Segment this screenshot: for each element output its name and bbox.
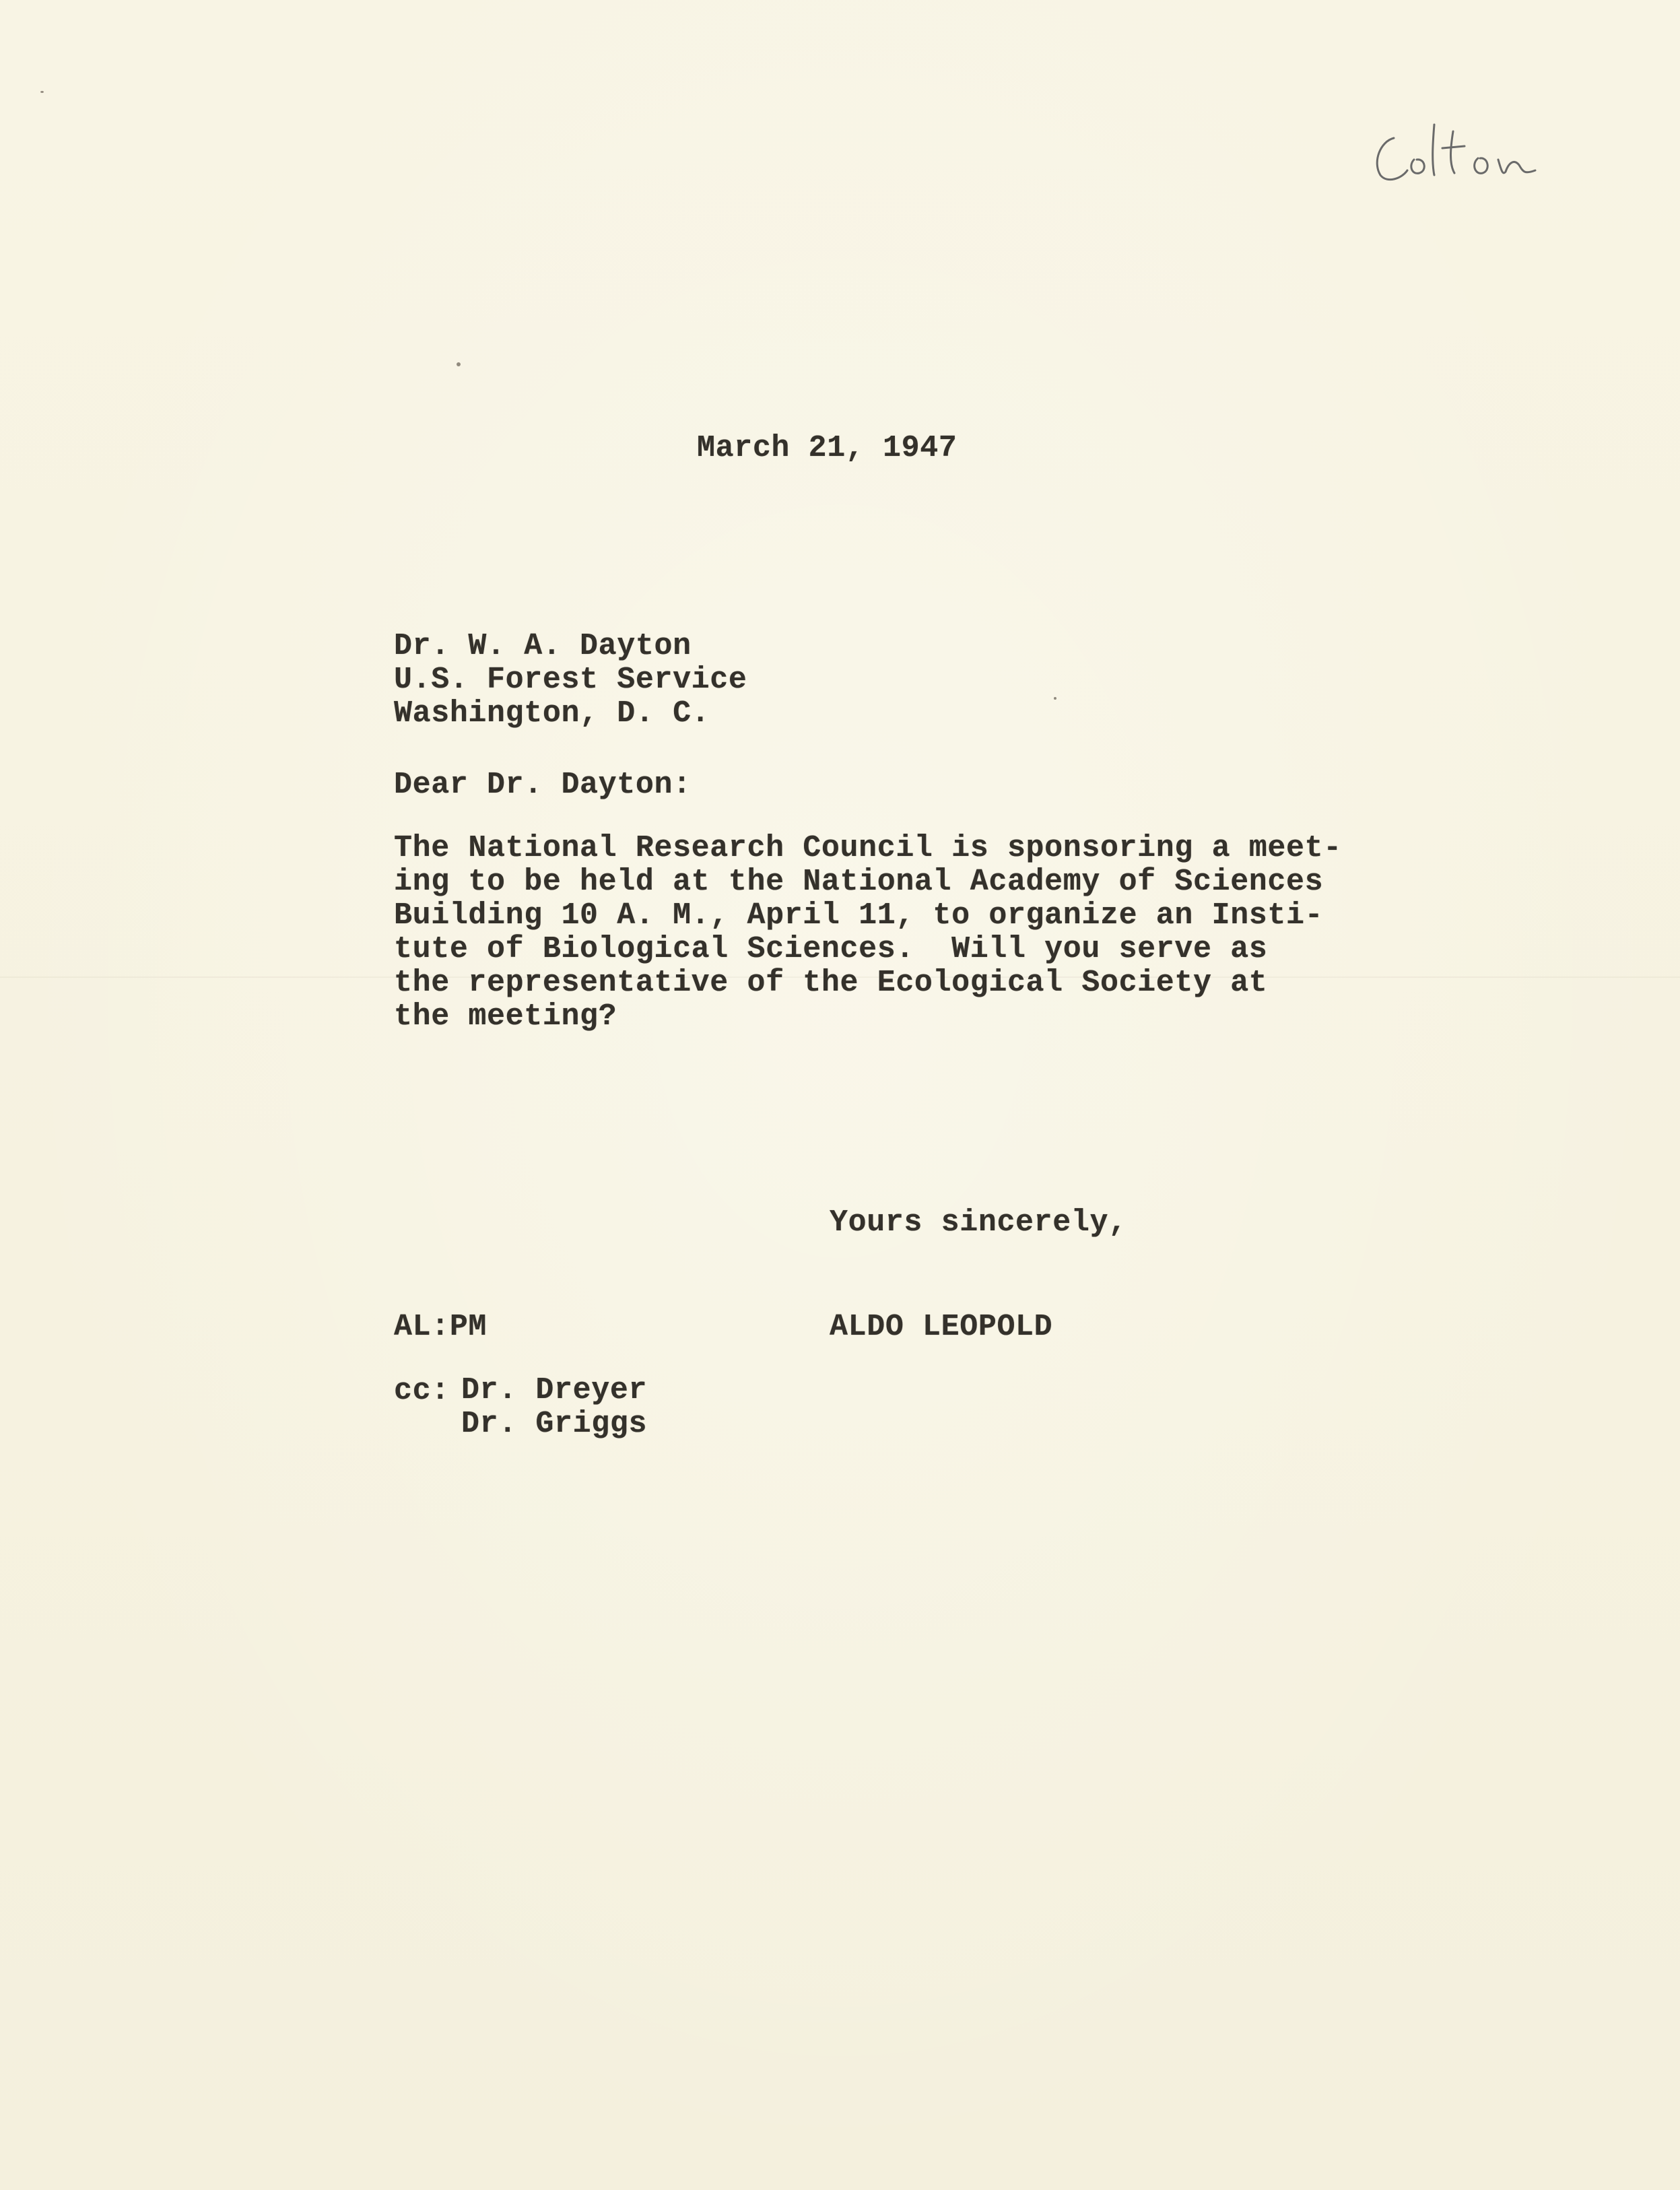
address-line: Washington, D. C. <box>394 696 710 731</box>
recipient-address <box>394 630 747 731</box>
body-line: the meeting? <box>394 999 617 1034</box>
handwritten-annotation <box>1367 111 1569 199</box>
cc-list <box>461 1374 647 1441</box>
body-line: tute of Biological Sciences. Will you serve as <box>394 932 1268 966</box>
body-line: ing to be held at the National Academy of Sciences <box>394 865 1324 899</box>
paper-speck <box>1054 697 1056 700</box>
paper-speck <box>40 91 44 93</box>
cc-name: Dr. Griggs <box>461 1407 648 1441</box>
cc-name: Dr. Dreyer <box>461 1373 648 1407</box>
typist-initials: AL:PM <box>394 1310 488 1344</box>
address-line: U.S. Forest Service <box>394 663 747 697</box>
body-line: Building 10 A. M., April 11, to organize an Insti- <box>394 898 1324 933</box>
cc-label: cc: <box>394 1374 450 1408</box>
letter-date: March 21, 1947 <box>697 431 957 465</box>
closing: Yours sincerely, <box>830 1205 1127 1240</box>
address-line: Dr. W. A. Dayton <box>394 629 692 663</box>
body-line: the representative of the Ecological Society at <box>394 966 1268 1000</box>
signer-name: ALDO LEOPOLD <box>830 1310 1053 1344</box>
paper-speck <box>457 362 461 366</box>
salutation: Dear Dr. Dayton: <box>394 768 692 802</box>
letter-body <box>394 832 1342 1034</box>
body-line: The National Research Council is sponsoring a meet- <box>394 831 1342 865</box>
